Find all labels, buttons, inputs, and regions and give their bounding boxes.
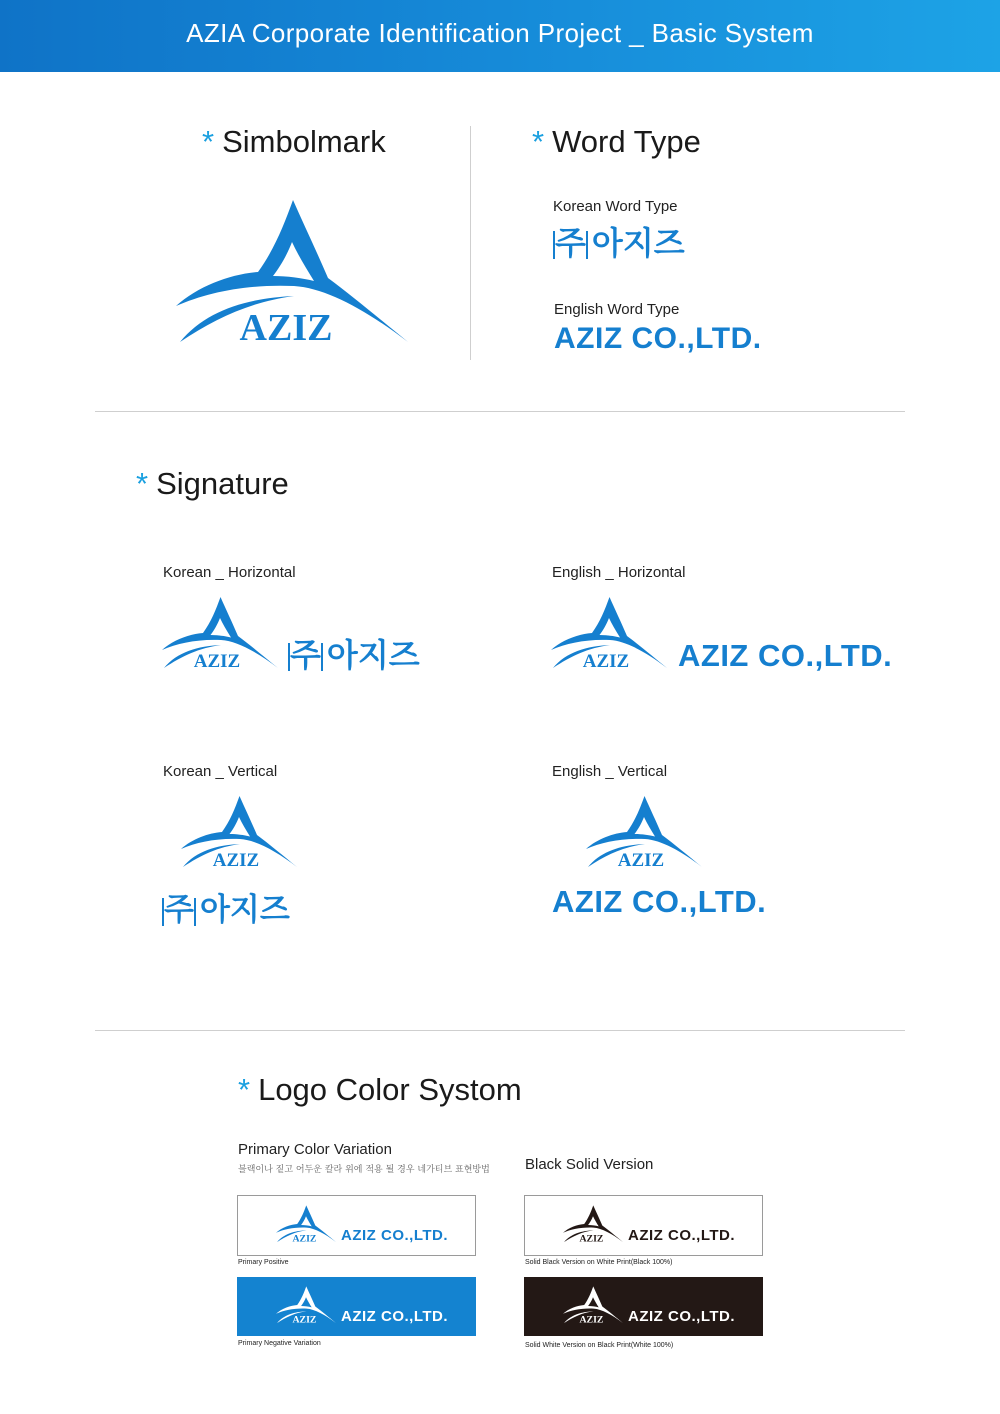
primary-positive-caption: Primary Positive: [238, 1259, 289, 1266]
korean-vertical-label: Korean _ Vertical: [163, 763, 278, 780]
solid-black-caption: Solid Black Version on White Print(Black 100%): [525, 1259, 673, 1266]
english-horizontal-symbol: [551, 597, 667, 669]
svg-text:AZIZ: AZIZ: [193, 651, 241, 669]
english-horizontal-wordmark: AZIZ CO.,LTD.: [678, 638, 893, 673]
english-vertical-label: English _ Vertical: [552, 763, 668, 780]
svg-text:AZIZ: AZIZ: [579, 1314, 604, 1324]
primary-negative-wordmark: AZIZ CO.,LTD.: [341, 1308, 449, 1325]
svg-text:AZIZ: AZIZ: [579, 1233, 604, 1243]
svg-text:AZIZ: AZIZ: [582, 651, 630, 669]
section-divider: [95, 411, 905, 412]
simbolmark-title: * Simbolmark: [202, 124, 386, 159]
primary-negative-symbol: [276, 1286, 336, 1324]
primary-negative-caption: Primary Negative Variation: [238, 1340, 321, 1347]
solid-black-box: [524, 1195, 763, 1256]
svg-text:AZIZ: AZIZ: [212, 850, 260, 868]
solid-white-wordmark: AZIZ CO.,LTD.: [628, 1308, 736, 1325]
korean-horizontal-symbol: [162, 597, 278, 669]
mark-text: AZIZ: [239, 307, 333, 344]
korean-word-type: 주 아지즈: [555, 224, 685, 262]
solid-white-caption: Solid White Version on Black Print(White 100%): [525, 1342, 674, 1349]
svg-text:AZIZ: AZIZ: [292, 1314, 317, 1324]
primary-positive-box: [237, 1195, 476, 1256]
signature-title: * Signature: [136, 466, 289, 501]
primary-color-description: 블랙이나 짙고 어두운 칼라 위에 적용 될 경우 네가티브 표현방법: [238, 1165, 490, 1175]
korean-vertical-wordmark: 주 아지즈: [164, 892, 290, 928]
english-word-type: AZIZ CO.,LTD.: [554, 322, 762, 355]
logo-color-title: * Logo Color Systom: [238, 1072, 522, 1107]
korean-word-type-label: Korean Word Type: [553, 198, 678, 215]
vertical-divider: [470, 126, 471, 360]
solid-white-symbol: [563, 1286, 623, 1324]
english-horizontal-label: English _ Horizontal: [552, 564, 686, 581]
primary-positive-wordmark: AZIZ CO.,LTD.: [341, 1227, 449, 1244]
svg-text:AZIZ: AZIZ: [292, 1233, 317, 1243]
simbolmark-logo: [176, 200, 408, 344]
svg-text:AZIZ: AZIZ: [617, 850, 665, 868]
primary-positive-symbol: [276, 1205, 336, 1243]
section-divider-2: [95, 1030, 905, 1031]
asterisk: *: [202, 124, 215, 159]
page-title: AZIA Corporate Identification Project _ Basic System: [186, 18, 814, 48]
black-solid-label: Black Solid Version: [525, 1156, 654, 1173]
korean-horizontal-label: Korean _ Horizontal: [163, 564, 296, 581]
primary-color-label: Primary Color Variation: [238, 1141, 392, 1158]
korean-vertical-symbol: [181, 796, 297, 868]
english-word-type-label: English Word Type: [554, 301, 680, 318]
english-vertical-symbol: [586, 796, 702, 868]
solid-black-wordmark: AZIZ CO.,LTD.: [628, 1227, 736, 1244]
primary-negative-box: [237, 1277, 476, 1336]
korean-horizontal-wordmark: 주 아지즈: [290, 636, 420, 674]
solid-black-symbol: [563, 1205, 623, 1243]
english-vertical-wordmark: AZIZ CO.,LTD.: [552, 884, 767, 919]
word-type-title: * Word Type: [532, 124, 701, 159]
solid-white-box: [524, 1277, 763, 1336]
